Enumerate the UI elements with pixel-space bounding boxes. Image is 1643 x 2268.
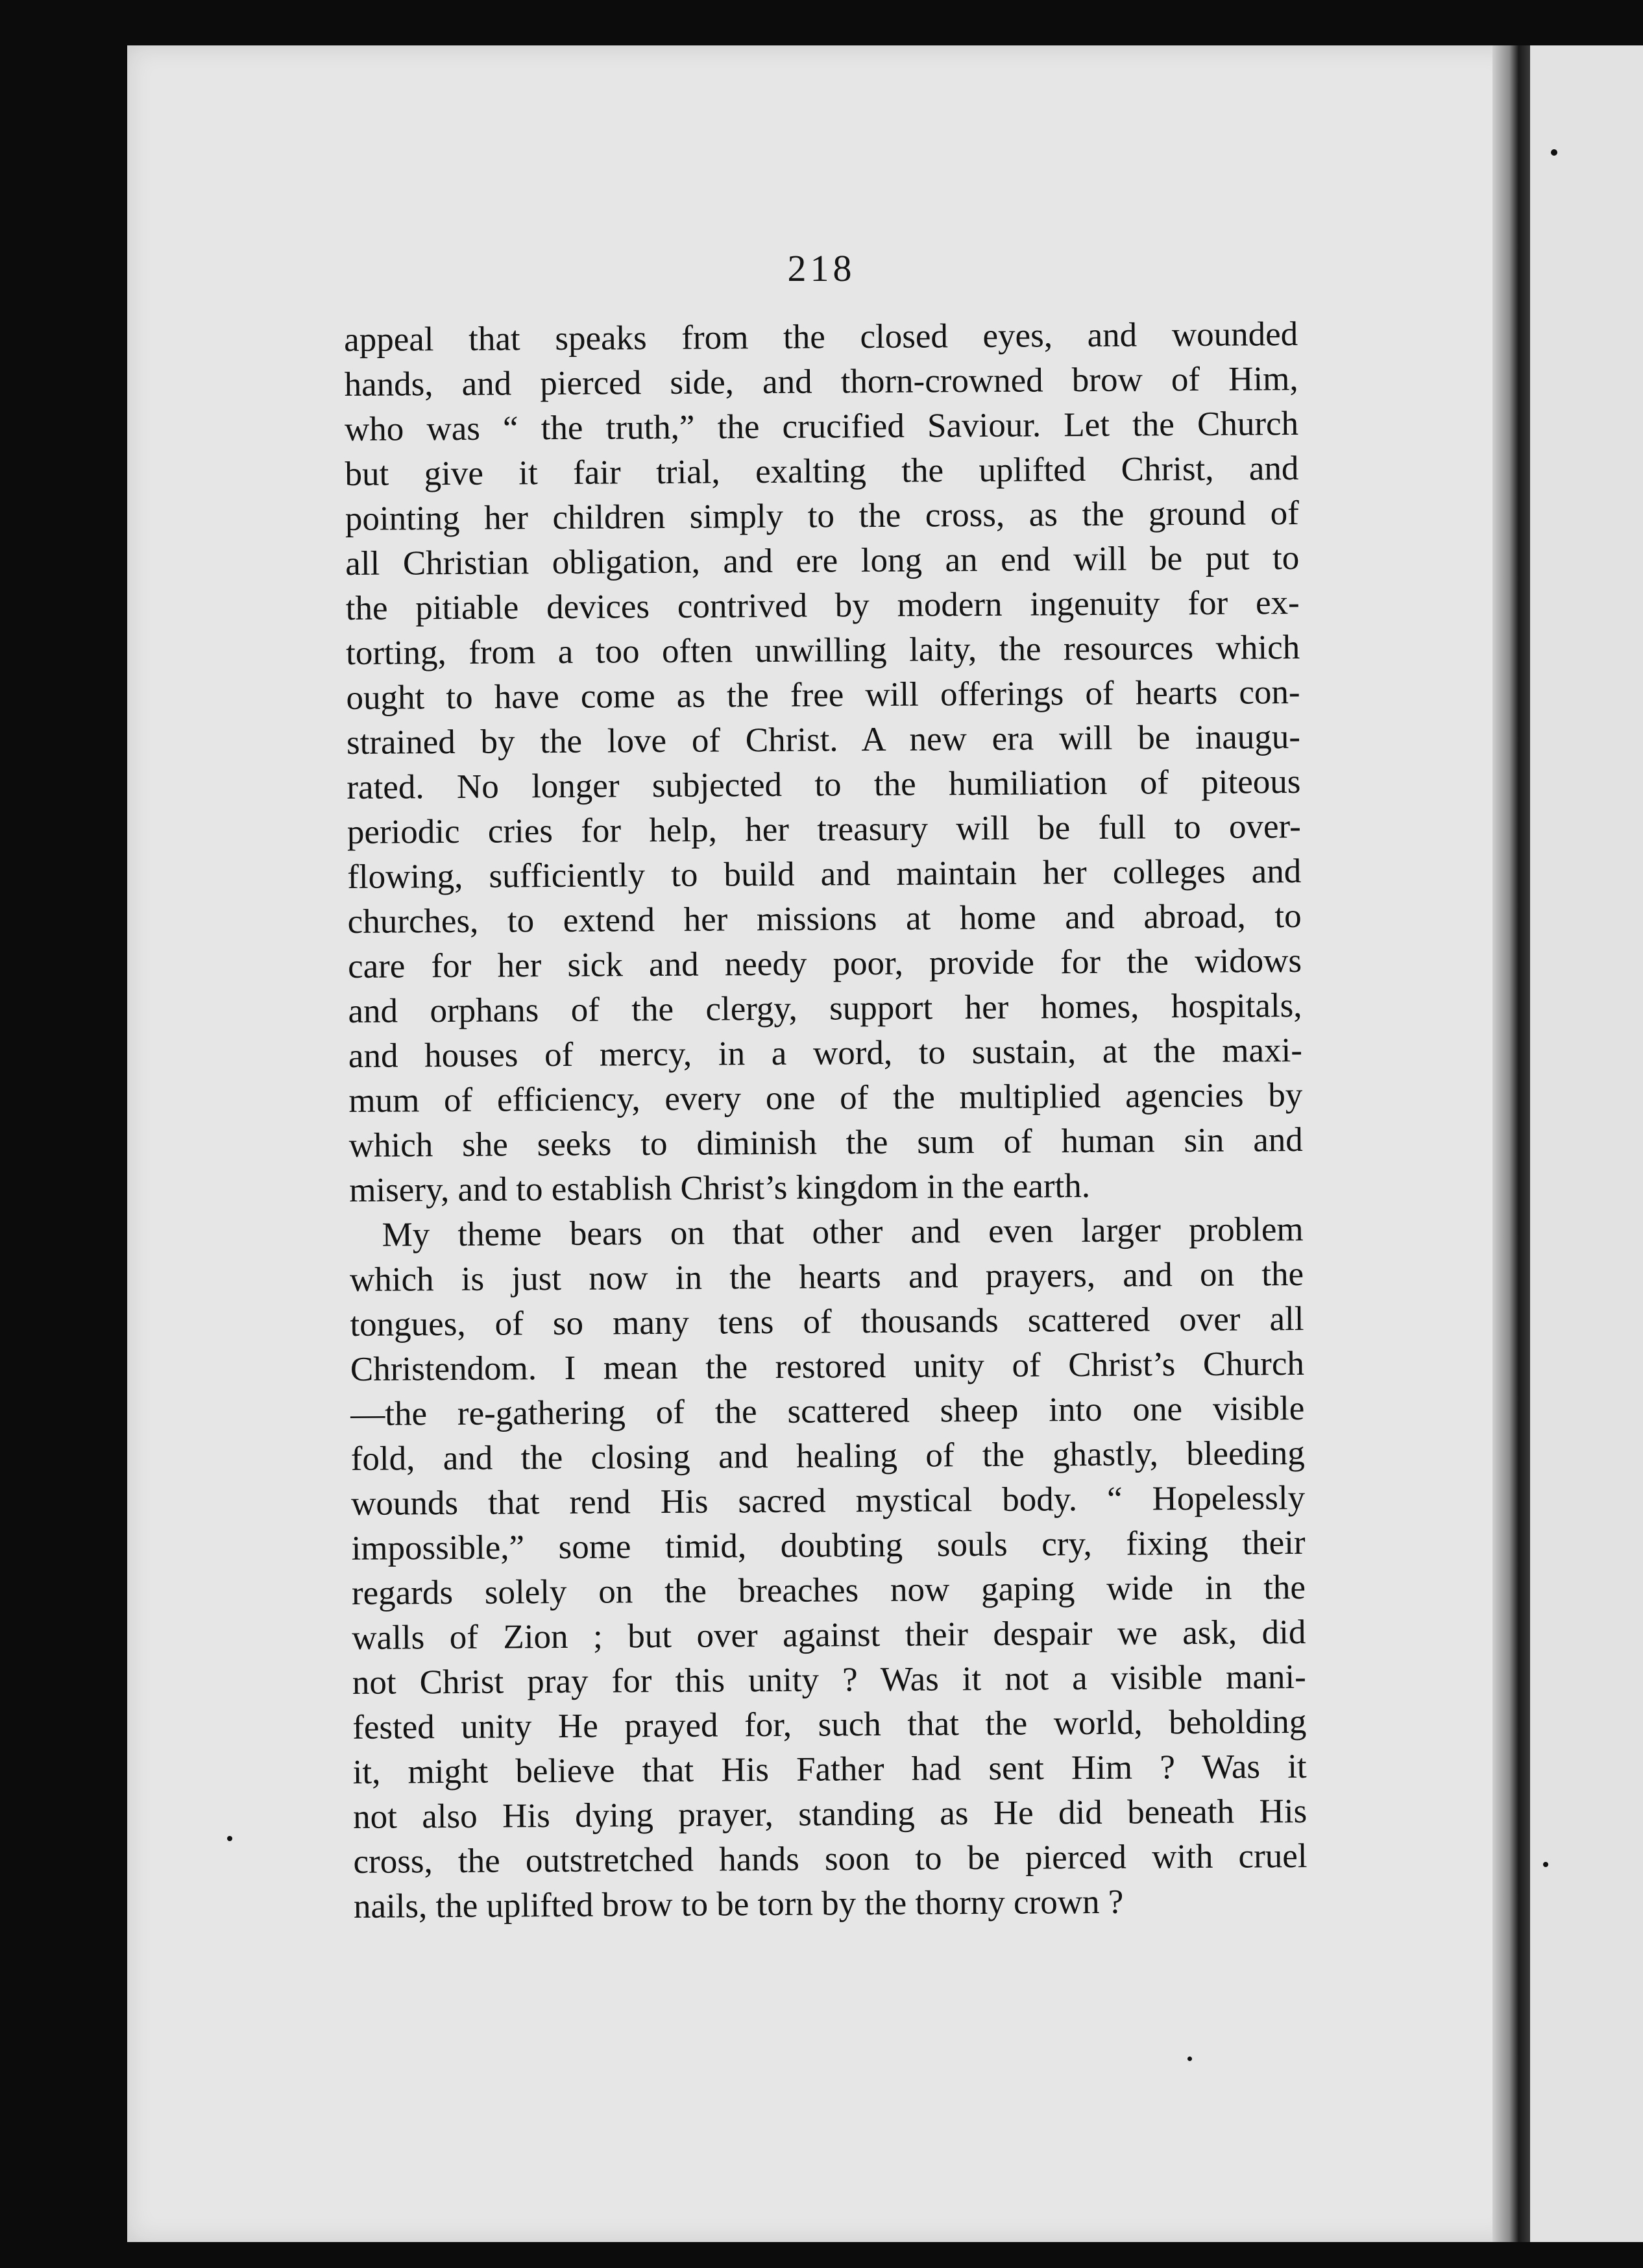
scan-speck (1551, 149, 1557, 156)
text-line: churches, to extend her missions at home and abroad, to (347, 897, 1302, 941)
text-line: pointing her children simply to the cross, as the ground of (345, 494, 1300, 538)
text-line: appeal that speaks from the closed eyes, and wounded (344, 315, 1298, 359)
text-line: regards solely on the breaches now gaping wide in the (351, 1568, 1306, 1612)
text-line: which is just now in the hearts and prayers, and on the (349, 1255, 1304, 1299)
text-line: torting, from a too often unwilling laity, the resources which (345, 629, 1300, 672)
text-line: nails, the uplifted brow to be torn by the thorny crown ? (353, 1883, 1124, 1925)
text-line: cross, the outstretched hands soon to be pierced with cruel (353, 1837, 1308, 1881)
text-line: Christendom. I mean the restored unity of Christ’s Church (350, 1344, 1305, 1388)
text-line: ought to have come as the free will offerings of hearts con- (346, 673, 1300, 717)
text-line: My theme bears on that other and even larger problem (382, 1210, 1304, 1254)
text-line: hands, and pierced side, and thorn-crowned brow of Him, (344, 360, 1298, 404)
text-line: which she seeks to diminish the sum of human sin and (348, 1120, 1303, 1164)
scan-speck (1187, 2057, 1192, 2061)
text-line: and houses of mercy, in a word, to sustain, at the maxi- (348, 1031, 1303, 1075)
page-number: 218 (787, 247, 856, 289)
text-line: not also His dying prayer, standing as He did beneath His (352, 1792, 1308, 1836)
text-line: fested unity He prayed for, such that the world, beholding (352, 1702, 1307, 1746)
text-line: not Christ pray for this unity ? Was it not a visible mani- (352, 1658, 1307, 1702)
text-line: flowing, sufficiently to build and maintain her colleges and (347, 852, 1302, 896)
text-line: the pitiable devices contrived by modern ingenuity for ex- (345, 584, 1300, 627)
body-text (344, 312, 1308, 1929)
text-line: strained by the love of Christ. A new era will be inaugu- (346, 718, 1301, 762)
text-line: who was “ the truth,” the crucified Saviour. Let the Church (344, 405, 1299, 448)
text-line: mum of efficiency, every one of the multiplied agencies by (348, 1076, 1303, 1120)
text-line: rated. No longer subjected to the humiliation of piteous (347, 763, 1301, 806)
paragraph (344, 312, 1303, 1213)
scan-speck (1543, 1862, 1548, 1867)
text-line: periodic cries for help, her treasury will be full to over- (347, 808, 1301, 851)
text-line: —the re-gathering of the scattered sheep into one visible (350, 1389, 1305, 1433)
text-line: care for her sick and needy poor, provide for the widows (347, 942, 1302, 985)
page-gutter (1492, 45, 1530, 2242)
text-line: and orphans of the clergy, support her homes, hospitals, (348, 987, 1302, 1030)
text-line: wounds that rend His sacred mystical body. “ Hopelessly (350, 1478, 1306, 1523)
text-line: misery, and to establish Christ’s kingdom in the earth. (349, 1167, 1091, 1209)
text-line: it, might believe that His Father had sent Him ? Was it (352, 1747, 1307, 1791)
scan-speck (227, 1836, 232, 1841)
facing-page-edge (1530, 45, 1643, 2242)
text-line: fold, and the closing and healing of the ghastly, bleeding (350, 1434, 1305, 1478)
paragraph (349, 1207, 1308, 1929)
text-line: tongues, of so many tens of thousands scattered over all (350, 1299, 1304, 1344)
text-line: impossible,” some timid, doubting souls cry, fixing their (351, 1523, 1306, 1567)
text-line: all Christian obligation, and ere long an end will be put to (345, 539, 1300, 583)
text-line: but give it fair trial, exalting the uplifted Christ, and (345, 450, 1299, 493)
text-line: walls of Zion ; but over against their despair we ask, did (352, 1613, 1306, 1657)
